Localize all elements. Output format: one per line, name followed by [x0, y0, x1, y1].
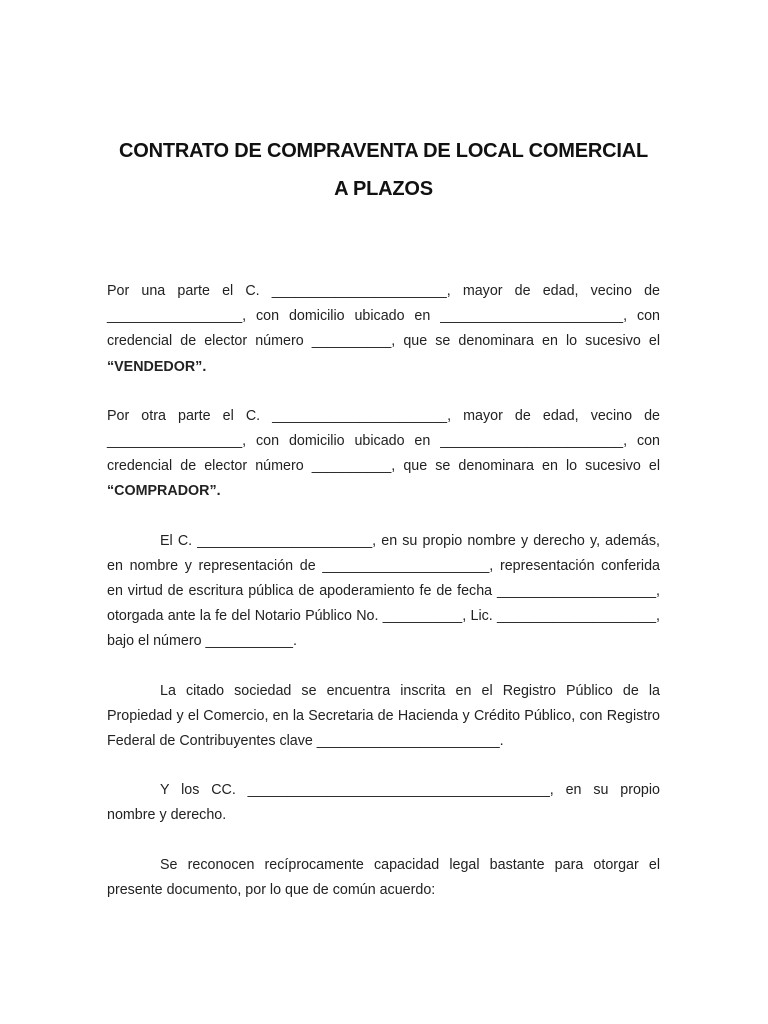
paragraph-representation: El C. ______________________, en su propio nombre y derecho y, además, en nombre y representación de _____________________, representación conferida en virtud de escritura pública de apoderamiento fe de fecha ____________________, otorgada ante la fe del Notario Público No. __________, Lic. ____________________, bajo el número ___________.	[107, 532, 660, 650]
paragraph-vendedor-text: Por una parte el C. ______________________, mayor de edad, vecino de _________________, con domicilio ubicado en _______________________, con credencial de elector número __________, que se denominara en lo sucesivo el	[107, 283, 660, 350]
paragraph-registry: La citado sociedad se encuentra inscrita en el Registro Público de la Propiedad y el Comercio, en la Secretaria de Hacienda y Crédito Público, con Registro Federal de Contribuyentes clave _______________________.	[107, 682, 660, 750]
paragraph-vendedor	[107, 279, 660, 380]
document-title-line-2: A PLAZOS	[334, 178, 433, 200]
paragraph-capacity: Se reconocen recíprocamente capacidad legal bastante para otorgar el presente documento, por lo que de común acuerdo:	[107, 856, 660, 898]
paragraph-cc: Y los CC. ______________________________________, en su propio nombre y derecho.	[107, 782, 660, 824]
vendedor-label: “VENDEDOR”.	[107, 358, 207, 375]
paragraph-comprador	[107, 404, 660, 505]
document-title-line-1: CONTRATO DE COMPRAVENTA DE LOCAL COMERCIAL	[118, 140, 648, 162]
paragraph-comprador-text: Por otra parte el C. ______________________, mayor de edad, vecino de _________________, con domicilio ubicado en _______________________, con credencial de elector número __________, que se denominara en lo sucesivo el	[107, 407, 660, 475]
comprador-label: “COMPRADOR”.	[107, 483, 221, 500]
